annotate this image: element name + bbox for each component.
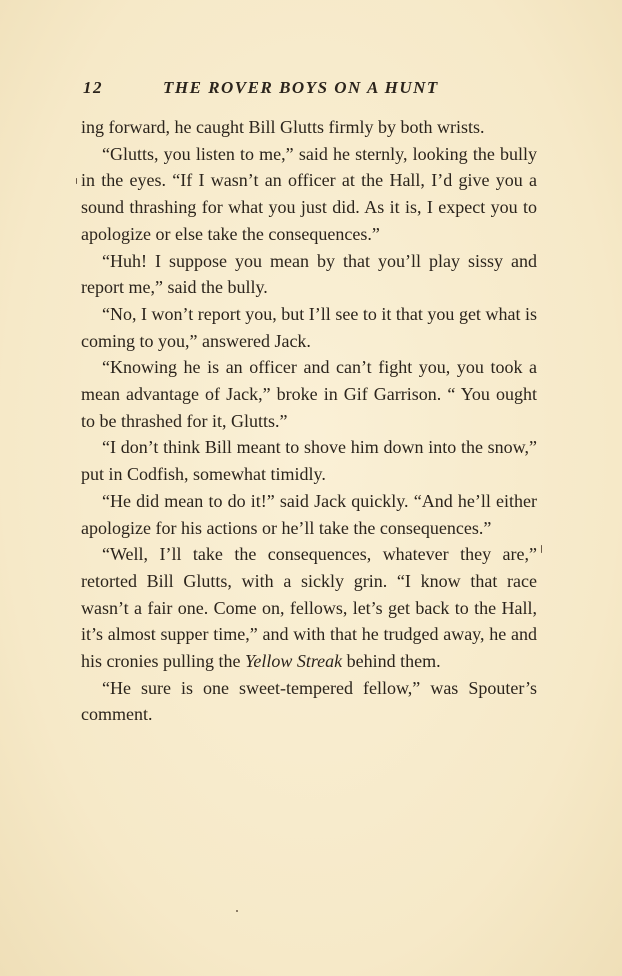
paragraph: “No, I won’t report you, but I’ll see to it that you get what is coming to you,” answered Jack. bbox=[81, 303, 537, 351]
paragraph: “Knowing he is an officer and can’t fight you, you took a mean advantage of Jack,” broke in Gif Garrison. “ You ought to be thrashed for it, Glutts.” bbox=[81, 357, 537, 431]
page-header bbox=[83, 78, 536, 104]
paragraph: “He did mean to do it!” said Jack quickly. “And he’ll either apologize for his actions or he’ll take the consequences.” bbox=[81, 490, 537, 538]
paragraph: ing forward, he caught Bill Glutts firmly by both wrists. bbox=[81, 117, 485, 137]
paper-speck bbox=[76, 178, 77, 184]
paragraph: “Huh! I suppose you mean by that you’ll play sissy and report me,” said the bully. bbox=[81, 250, 537, 298]
page-number: 12 bbox=[83, 78, 103, 97]
paragraph: “I don’t think Bill meant to shove him down into the snow,” put in Codfish, somewhat timidly. bbox=[81, 437, 537, 485]
italic-phrase: Yellow Streak bbox=[244, 651, 343, 672]
running-title: THE ROVER BOYS ON A HUNT bbox=[163, 78, 439, 97]
paragraph: “He sure is one sweet-tempered fellow,” was Spouter’s comment. bbox=[81, 677, 537, 725]
paragraph-text: “Well, I’ll take the consequences, whatever they are,” retorted Bill Glutts, with a sickly grin. “I know that race wasn’t a fair one. Come on, fellows, let’s get back to the Hall, it’s almost supper time,” and with that he trudged away, he and his cronies pulling the bbox=[81, 544, 537, 672]
body-text bbox=[81, 114, 537, 728]
paragraph: “Glutts, you listen to me,” said he sternly, looking the bully in the eyes. “If I wasn’t an officer at the Hall, I’d give you a sound thrashing for what you just did. As it is, I expect you to apologize or else take the consequences.” bbox=[81, 143, 537, 244]
paragraph-with-italic bbox=[81, 541, 537, 675]
paper-speck bbox=[541, 545, 542, 553]
paragraph-tail: behind them. bbox=[342, 651, 441, 672]
paper-speck bbox=[236, 910, 238, 912]
